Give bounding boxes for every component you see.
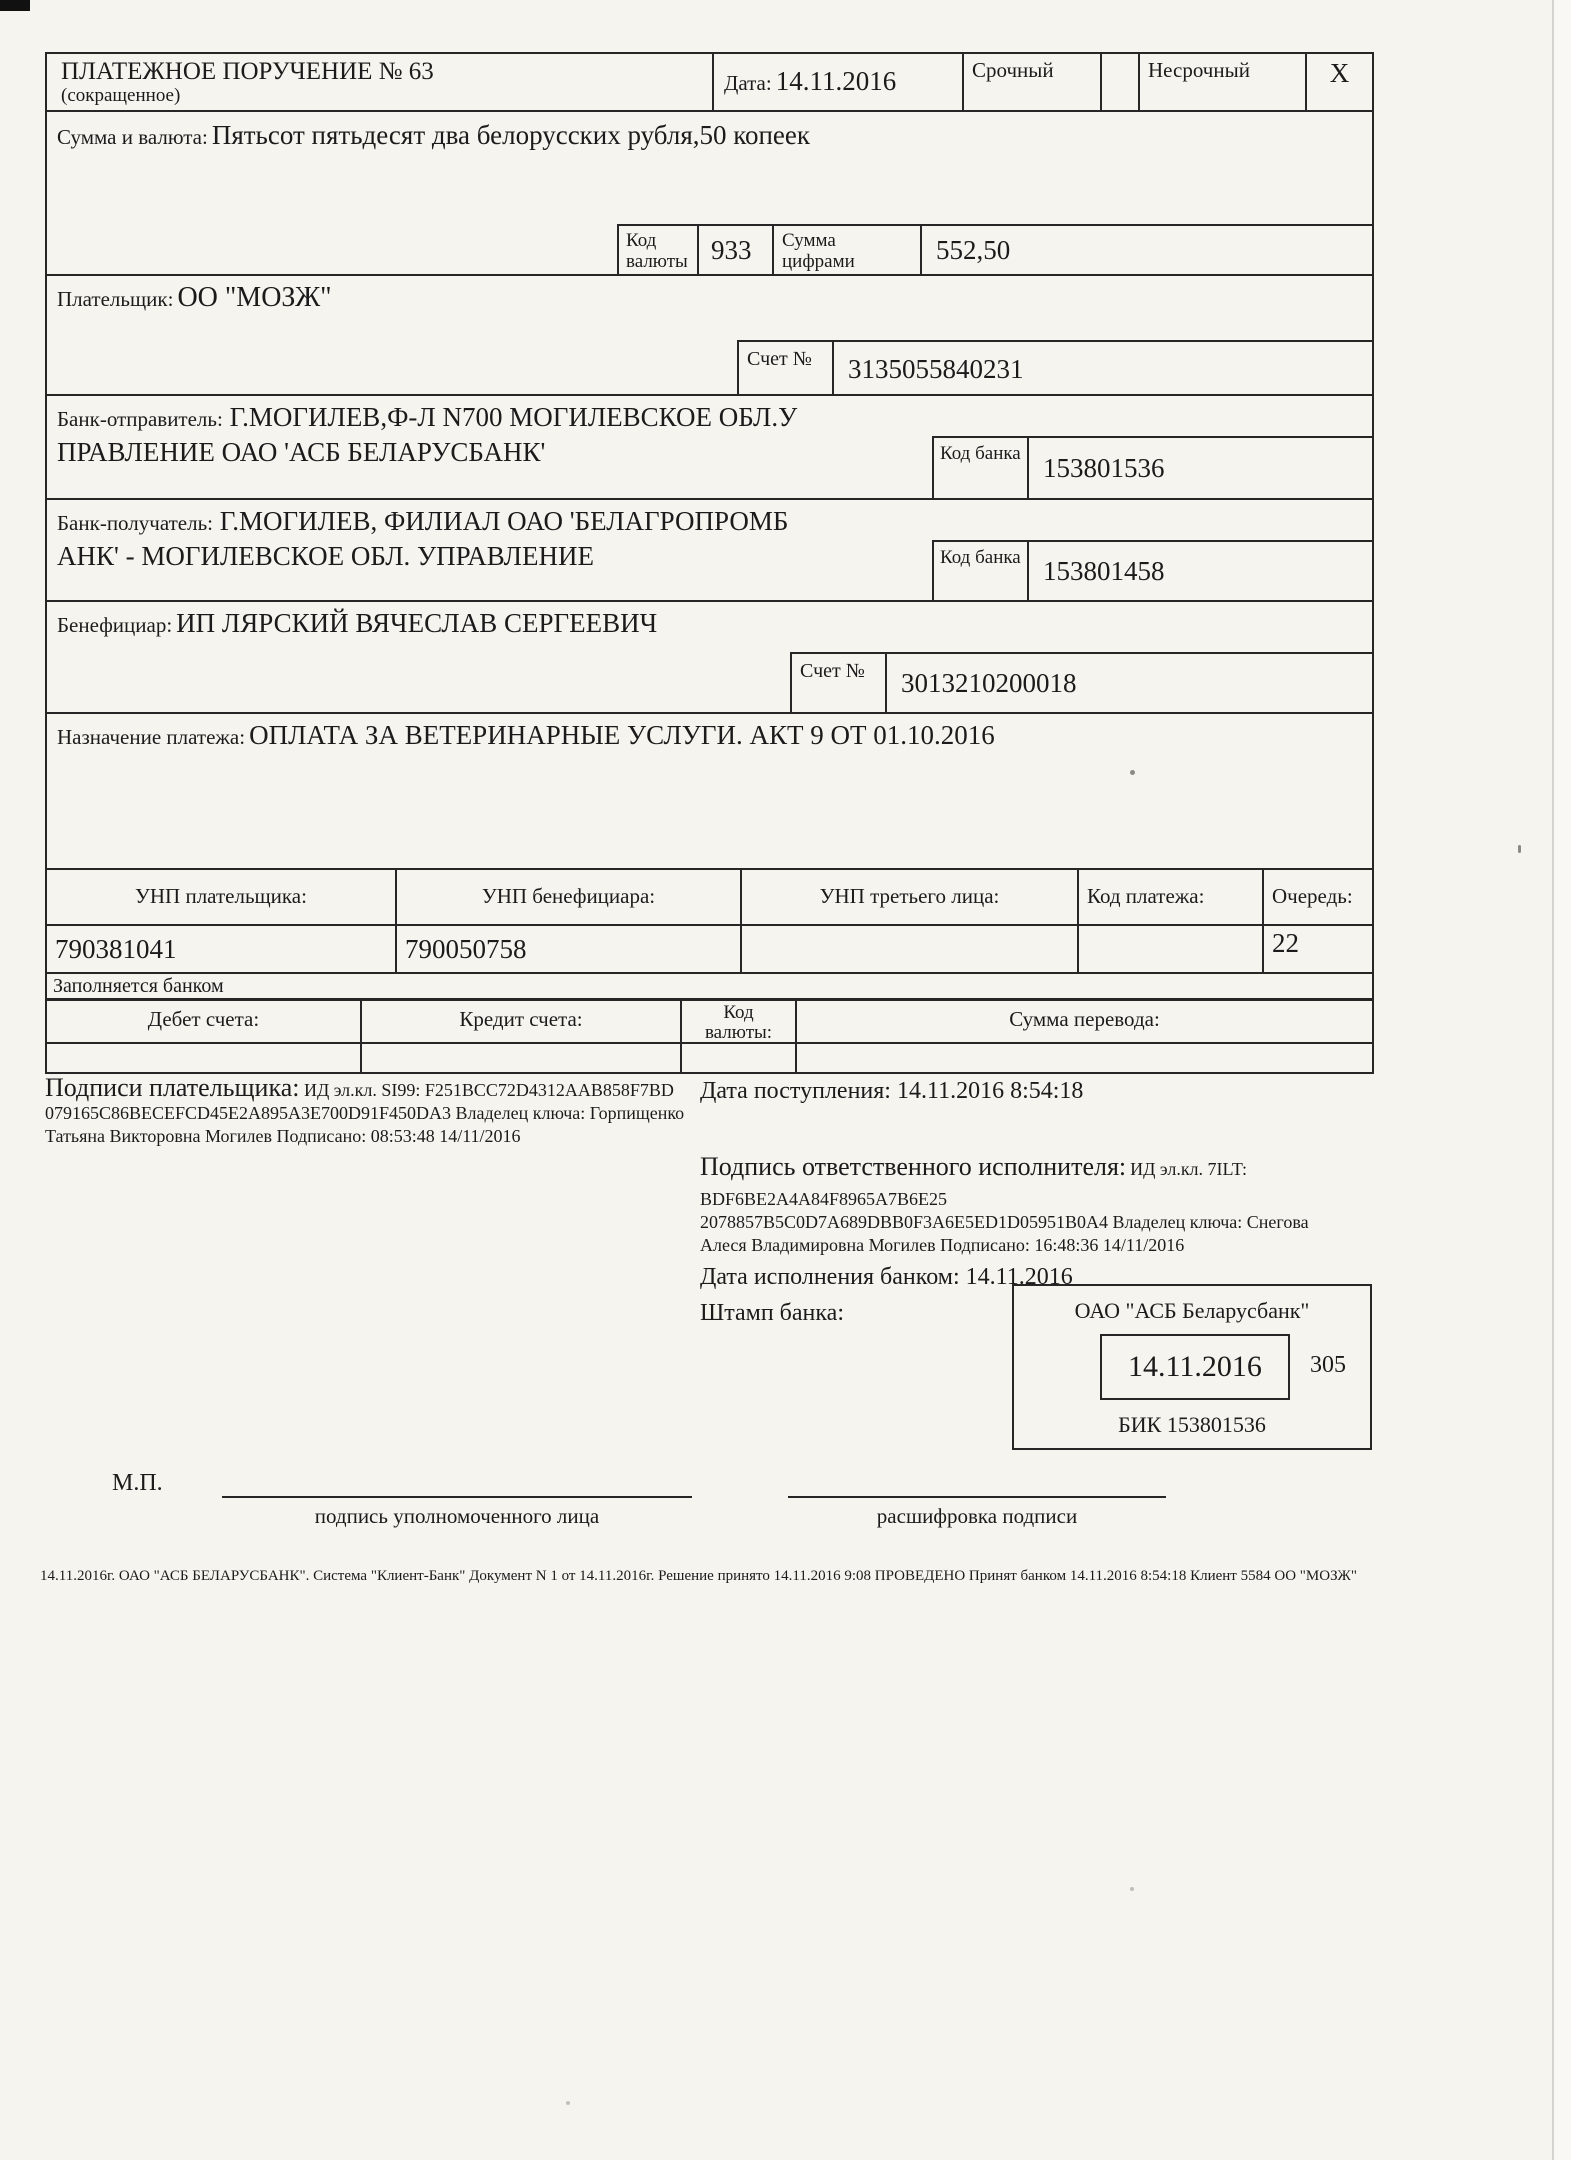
- payer-account-label-cell: [737, 340, 834, 396]
- currency-code-label: Код валюты: [626, 230, 688, 272]
- executor-signature-hash2: 2078857B5C0D7A689DBB0F3A6E5ED1D05951B0A4 Владелец ключа: Снегова: [700, 1212, 1309, 1232]
- unp-header-queue: Очередь:: [1262, 868, 1374, 926]
- page-subtitle: (сокращенное): [61, 85, 181, 106]
- date-label: Дата:: [724, 71, 772, 95]
- stamp-date-box: [1100, 1334, 1290, 1400]
- document-footer: 14.11.2016г. ОАО "АСБ БЕЛАРУСБАНК". Система "Клиент-Банк" Документ N 1 от 14.11.2016г. Решение принято 14.11.2016 9:08 ПРОВЕДЕНО Принят банком 14.11.2016 8:54:18 Клиент 5584 ОО "МОЗЖ": [40, 1568, 1357, 1584]
- sender-bank-name-line2: ПРАВЛЕНИЕ ОАО 'АСБ БЕЛАРУСБАНК': [57, 437, 546, 467]
- unp-value-payer: 790381041: [45, 924, 397, 974]
- not-urgent-label: Несрочный: [1148, 58, 1250, 82]
- bank-fill-cell: [45, 972, 1374, 1000]
- executor-signature-block: [700, 1152, 1360, 1257]
- sender-bank-label: Банк-отправитель:: [57, 407, 223, 431]
- beneficiary-account-label: Счет №: [800, 660, 865, 682]
- bank-fill-label: Заполняется банком: [53, 975, 224, 997]
- scan-corner-artifact: [0, 0, 30, 11]
- executor-signature-hash1: BDF6BE2A4A84F8965A7B6E25: [700, 1189, 948, 1209]
- payer-signature-label: Подписи плательщика:: [45, 1073, 300, 1102]
- not-urgent-mark: X: [1329, 58, 1350, 88]
- receiver-bank-name-line2: АНК' - МОГИЛЕВСКОЕ ОБЛ. УПРАВЛЕНИЕ: [57, 541, 594, 571]
- receiver-bank-label: Банк-получатель:: [57, 511, 213, 535]
- bank-header-credit: Кредит счета:: [360, 998, 682, 1044]
- executor-signature-owner: Алеся Владимировна Могилев Подписано: 16:48:36 14/11/2016: [700, 1235, 1185, 1255]
- mp-seal-label: М.П.: [112, 1470, 163, 1496]
- scan-speck: [1518, 845, 1521, 853]
- receiver-bank-code-label: Код банка: [940, 547, 1021, 568]
- scan-speck: [1130, 1887, 1134, 1891]
- scan-margin-strip: [1554, 0, 1571, 2160]
- unp-header-payer: УНП плательщика:: [45, 868, 397, 926]
- unp-header-beneficiary: УНП бенефициара:: [395, 868, 742, 926]
- sender-bank-code-value: 153801536: [1043, 453, 1165, 483]
- scan-speck: [566, 2101, 570, 2105]
- signature-line-authorized: [222, 1496, 692, 1498]
- amount-digits-value: 552,50: [936, 235, 1011, 265]
- not-urgent-cell: [1138, 52, 1307, 112]
- amount-in-words: Пятьсот пятьдесят два белорусских рубля,50 копеек: [211, 120, 811, 150]
- receiver-bank-code-label-cell: [932, 540, 1029, 602]
- sender-bank-name-line1: Г.МОГИЛЕВ,Ф-Л N700 МОГИЛЕВСКОЕ ОБЛ.У: [229, 402, 798, 432]
- executor-signature-key-id: ИД эл.кл. 7ILT:: [1130, 1159, 1247, 1179]
- stamp-bik: БИК 153801536: [1118, 1412, 1266, 1437]
- urgent-label: Срочный: [972, 58, 1054, 82]
- unp-header-payment-code: Код платежа:: [1077, 868, 1264, 926]
- receiver-bank-code-value-cell: [1027, 540, 1374, 602]
- beneficiary-label: Бенефициар:: [57, 613, 173, 637]
- payer-signature-owner: Татьяна Викторовна Могилев Подписано: 08:53:48 14/11/2016: [45, 1126, 521, 1146]
- executor-signature-label: Подпись ответственного исполнителя:: [700, 1152, 1127, 1181]
- currency-code-label-cell: [617, 224, 699, 276]
- beneficiary-account-value: 3013210200018: [901, 668, 1077, 698]
- currency-code-value: 933: [711, 235, 752, 265]
- payer-signature-key-id: ИД эл.кл. SI99: F251BCC72D4312AAB858F7BD: [303, 1080, 674, 1100]
- payer-signature-hash: 079165C86BECEFCD45E2A895A3E700D91F450DA3 Владелец ключа: Горпищенко: [45, 1103, 685, 1123]
- purpose-label: Назначение платежа:: [57, 725, 246, 749]
- sender-bank-code-value-cell: [1027, 436, 1374, 500]
- receipt-date-value: 14.11.2016 8:54:18: [896, 1078, 1084, 1104]
- amount-digits-value-cell: [920, 224, 1374, 276]
- receiver-bank-name-line1: Г.МОГИЛЕВ, ФИЛИАЛ ОАО 'БЕЛАГРОПРОМБ: [219, 506, 789, 536]
- signature-caption-authorized: подпись уполномоченного лица: [314, 1504, 600, 1528]
- receiver-bank-code-value: 153801458: [1043, 556, 1165, 586]
- amount-label: Сумма и валюта:: [57, 125, 208, 149]
- stamp-number: 305: [1310, 1352, 1346, 1378]
- beneficiary-name: ИП ЛЯРСКИЙ ВЯЧЕСЛАВ СЕРГЕЕВИЧ: [176, 608, 658, 638]
- signature-caption-decryption: расшифровка подписи: [876, 1504, 1078, 1528]
- bank-header-transfer-sum: Сумма перевода:: [795, 998, 1374, 1044]
- sender-bank-code-label: Код банка: [940, 443, 1021, 464]
- bank-stamp: [1012, 1284, 1372, 1450]
- unp-value-queue: 22: [1262, 924, 1374, 974]
- bank-value-currency: [680, 1042, 797, 1074]
- unp-value-third-party: [740, 924, 1079, 974]
- payer-account-value-cell: [832, 340, 1374, 396]
- bank-header-currency: Код валюты:: [680, 998, 797, 1044]
- urgent-cell: [962, 52, 1102, 112]
- payer-signature-block: [45, 1073, 700, 1148]
- stamp-bank-name: ОАО "АСБ Беларусбанк": [1074, 1298, 1310, 1323]
- signature-line-decryption: [788, 1496, 1166, 1498]
- unp-header-third-party: УНП третьего лица:: [740, 868, 1079, 926]
- beneficiary-account-label-cell: [790, 652, 887, 714]
- amount-digits-label-cell: [772, 224, 922, 276]
- execution-date-label: Дата исполнения банком:: [700, 1264, 960, 1290]
- urgent-checkbox: [1100, 52, 1140, 112]
- receipt-date-row: [700, 1078, 1260, 1105]
- page-title: ПЛАТЕЖНОЕ ПОРУЧЕНИЕ № 63: [61, 58, 434, 85]
- execution-date-value: 14.11.2016: [965, 1264, 1073, 1290]
- not-urgent-checkbox: [1305, 52, 1374, 112]
- beneficiary-account-value-cell: [885, 652, 1374, 714]
- currency-code-value-cell: [697, 224, 774, 276]
- sender-bank-code-label-cell: [932, 436, 1029, 500]
- date-cell: [712, 52, 964, 112]
- payer-name: ОО "МОЗЖ": [177, 282, 332, 313]
- bank-value-debit: [45, 1042, 362, 1074]
- payer-account-label: Счет №: [747, 348, 812, 370]
- stamp-label: Штамп банка:: [700, 1300, 844, 1326]
- purpose-text: ОПЛАТА ЗА ВЕТЕРИНАРНЫЕ УСЛУГИ. АКТ 9 ОТ 01.10.2016: [249, 720, 995, 750]
- bank-header-debit: Дебет счета:: [45, 998, 362, 1044]
- header-title-cell: [45, 52, 714, 112]
- amount-digits-label: Сумма цифрами: [782, 230, 855, 272]
- payer-label: Плательщик:: [57, 287, 174, 311]
- payer-account-value: 3135055840231: [848, 354, 1024, 384]
- stamp-date: 14.11.2016: [1128, 1350, 1262, 1383]
- bank-value-transfer-sum: [795, 1042, 1374, 1074]
- purpose-cell: [45, 712, 1374, 870]
- date-value: 14.11.2016: [775, 66, 897, 96]
- bank-value-credit: [360, 1042, 682, 1074]
- unp-value-beneficiary: 790050758: [395, 924, 742, 974]
- receipt-date-label: Дата поступления:: [700, 1078, 891, 1104]
- unp-value-payment-code: [1077, 924, 1264, 974]
